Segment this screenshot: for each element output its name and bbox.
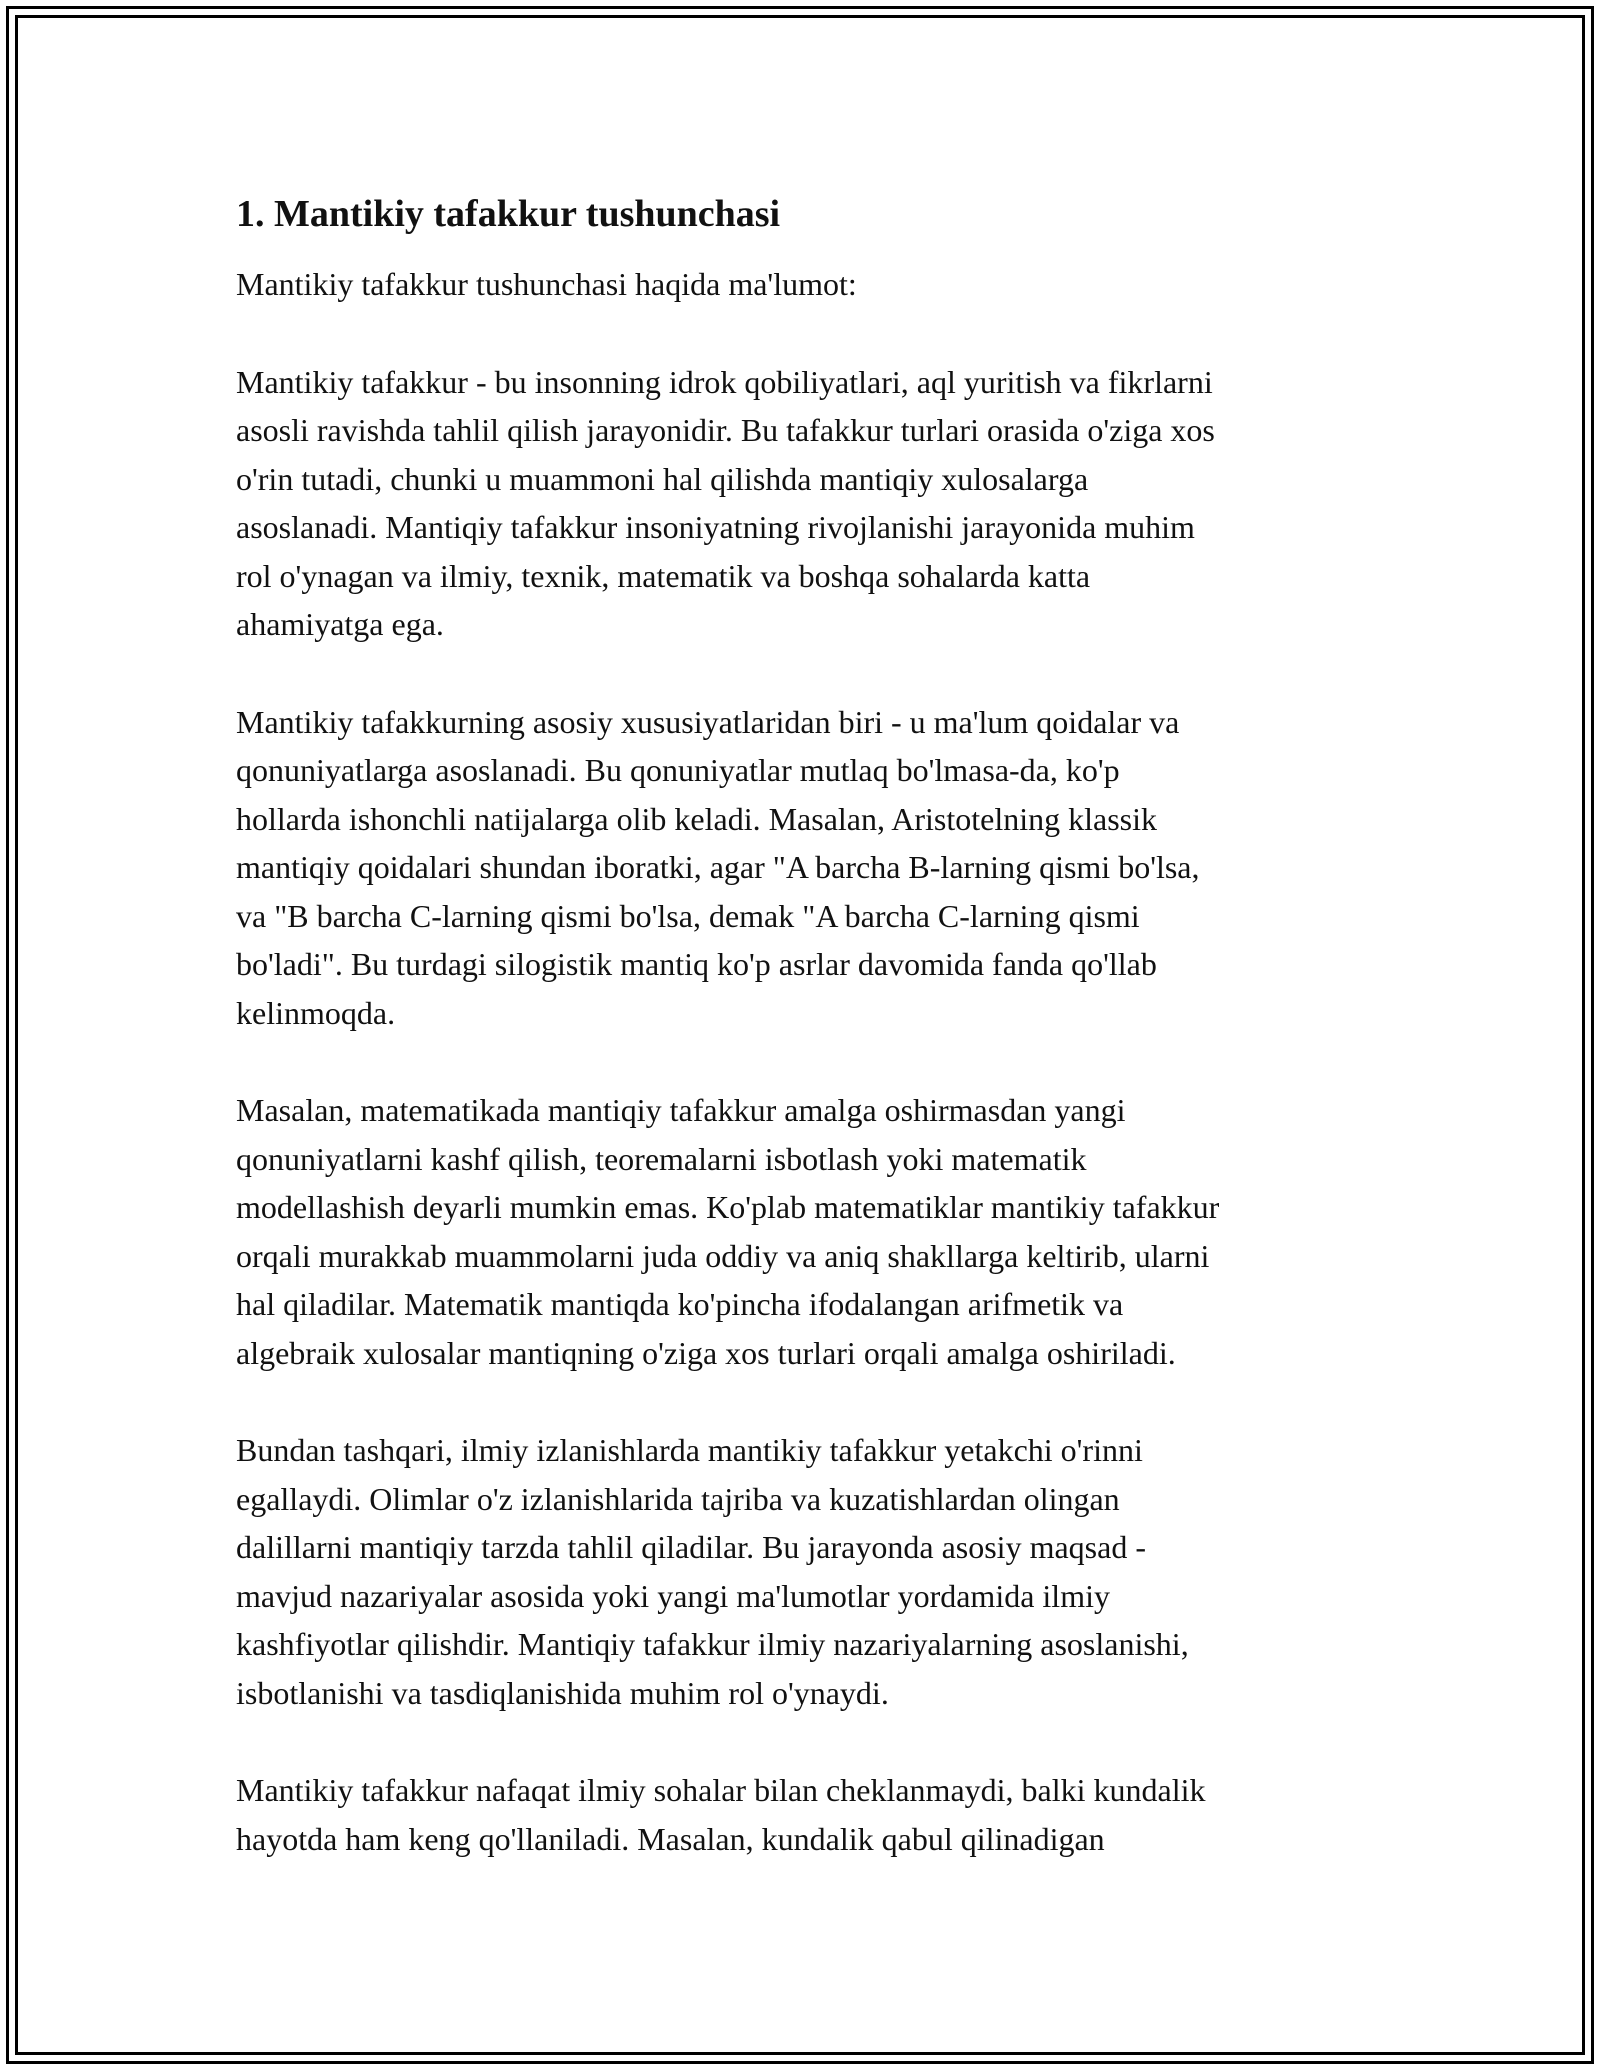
text-line: qonuniyatlarga asoslanadi. Bu qonuniyatlar mutlaq bo'lmasa-da, ko'p: [236, 752, 1120, 788]
text-line: kashfiyotlar qilishdir. Mantiqiy tafakkur ilmiy nazariyalarning asoslanishi,: [236, 1626, 1189, 1662]
text-line: Bundan tashqari, ilmiy izlanishlarda mantikiy tafakkur yetakchi o'rinni: [236, 1432, 1143, 1468]
paragraph-5: [236, 1766, 1366, 1863]
text-line: hollarda ishonchli natijalarga olib keladi. Masalan, Aristotelning klassik: [236, 800, 1157, 837]
intro-paragraph: Mantikiy tafakkur tushunchasi haqida ma'lumot:: [236, 266, 857, 302]
text-line: algebraik xulosalar mantiqning o'ziga xos turlari orqali amalga oshiriladi.: [236, 1334, 1176, 1371]
text-line: Masalan, matematikada mantiqiy tafakkur amalga oshirmasdan yangi: [236, 1092, 1126, 1128]
document-body: [236, 186, 1366, 1912]
text-line: ahamiyatga ega.: [236, 606, 444, 642]
text-line: bo'ladi". Bu turdagi silogistik mantiq ko'p asrlar davomida fanda qo'llab: [236, 946, 1157, 982]
text-line: Mantikiy tafakkurning asosiy xususiyatlaridan biri - u ma'lum qoidalar va: [236, 703, 1180, 740]
section-heading: 1. Mantikiy tafakkur tushunchasi: [236, 193, 781, 235]
text-line: mavjud nazariyalar asosida yoki yangi ma'lumotlar yordamida ilmiy: [236, 1577, 1110, 1614]
text-line: Mantikiy tafakkur - bu insonning idrok qobiliyatlari, aql yuritish va fikrlarni: [236, 363, 1213, 400]
text-line: orqali murakkab muammolarni juda oddiy va aniq shakllarga keltirib, ularni: [236, 1237, 1210, 1274]
text-line: asoslanadi. Mantiqiy tafakkur insoniyatning rivojlanishi jarayonida muhim: [236, 509, 1195, 545]
text-line: modellashish deyarli mumkin emas. Ko'plab matematiklar mantikiy tafakkur: [236, 1189, 1220, 1225]
paragraph-4: [236, 1426, 1366, 1717]
text-line: hal qiladilar. Matematik mantiqda ko'pincha ifodalangan arifmetik va: [236, 1286, 1124, 1322]
text-line: Mantikiy tafakkur nafaqat ilmiy sohalar bilan cheklanmaydi, balki kundalik: [236, 1772, 1206, 1808]
paragraph-3: [236, 1086, 1366, 1377]
paragraph-1: [236, 358, 1366, 649]
text-line: egallaydi. Olimlar o'z izlanishlarida tajriba va kuzatishlardan olingan: [236, 1480, 1120, 1517]
text-line: asosli ravishda tahlil qilish jarayonidir. Bu tafakkur turlari orasida o'ziga xos: [236, 412, 1215, 448]
text-line: va "B barcha C-larning qismi bo'lsa, demak "A barcha C-larning qismi: [236, 897, 1140, 934]
text-line: dalillarni mantiqiy tarzda tahlil qiladilar. Bu jarayonda asosiy maqsad -: [236, 1529, 1146, 1565]
text-line: isbotlanishi va tasdiqlanishida muhim rol o'ynaydi.: [236, 1674, 889, 1711]
text-line: kelinmoqda.: [236, 994, 396, 1031]
text-line: rol o'ynagan va ilmiy, texnik, matematik va boshqa sohalarda katta: [236, 557, 1091, 594]
text-line: qonuniyatlarni kashf qilish, teoremalarni isbotlash yoki matematik: [236, 1140, 1087, 1177]
paragraph-2: [236, 698, 1366, 1038]
text-line: hayotda ham keng qo'llaniladi. Masalan, kundalik qabul qilinadigan: [236, 1820, 1105, 1857]
text-line: mantiqiy qoidalari shundan iboratki, agar "A barcha B-larning qismi bo'lsa,: [236, 849, 1200, 885]
text-line: o'rin tutadi, chunki u muammoni hal qilishda mantiqiy xulosalarga: [236, 460, 1089, 497]
